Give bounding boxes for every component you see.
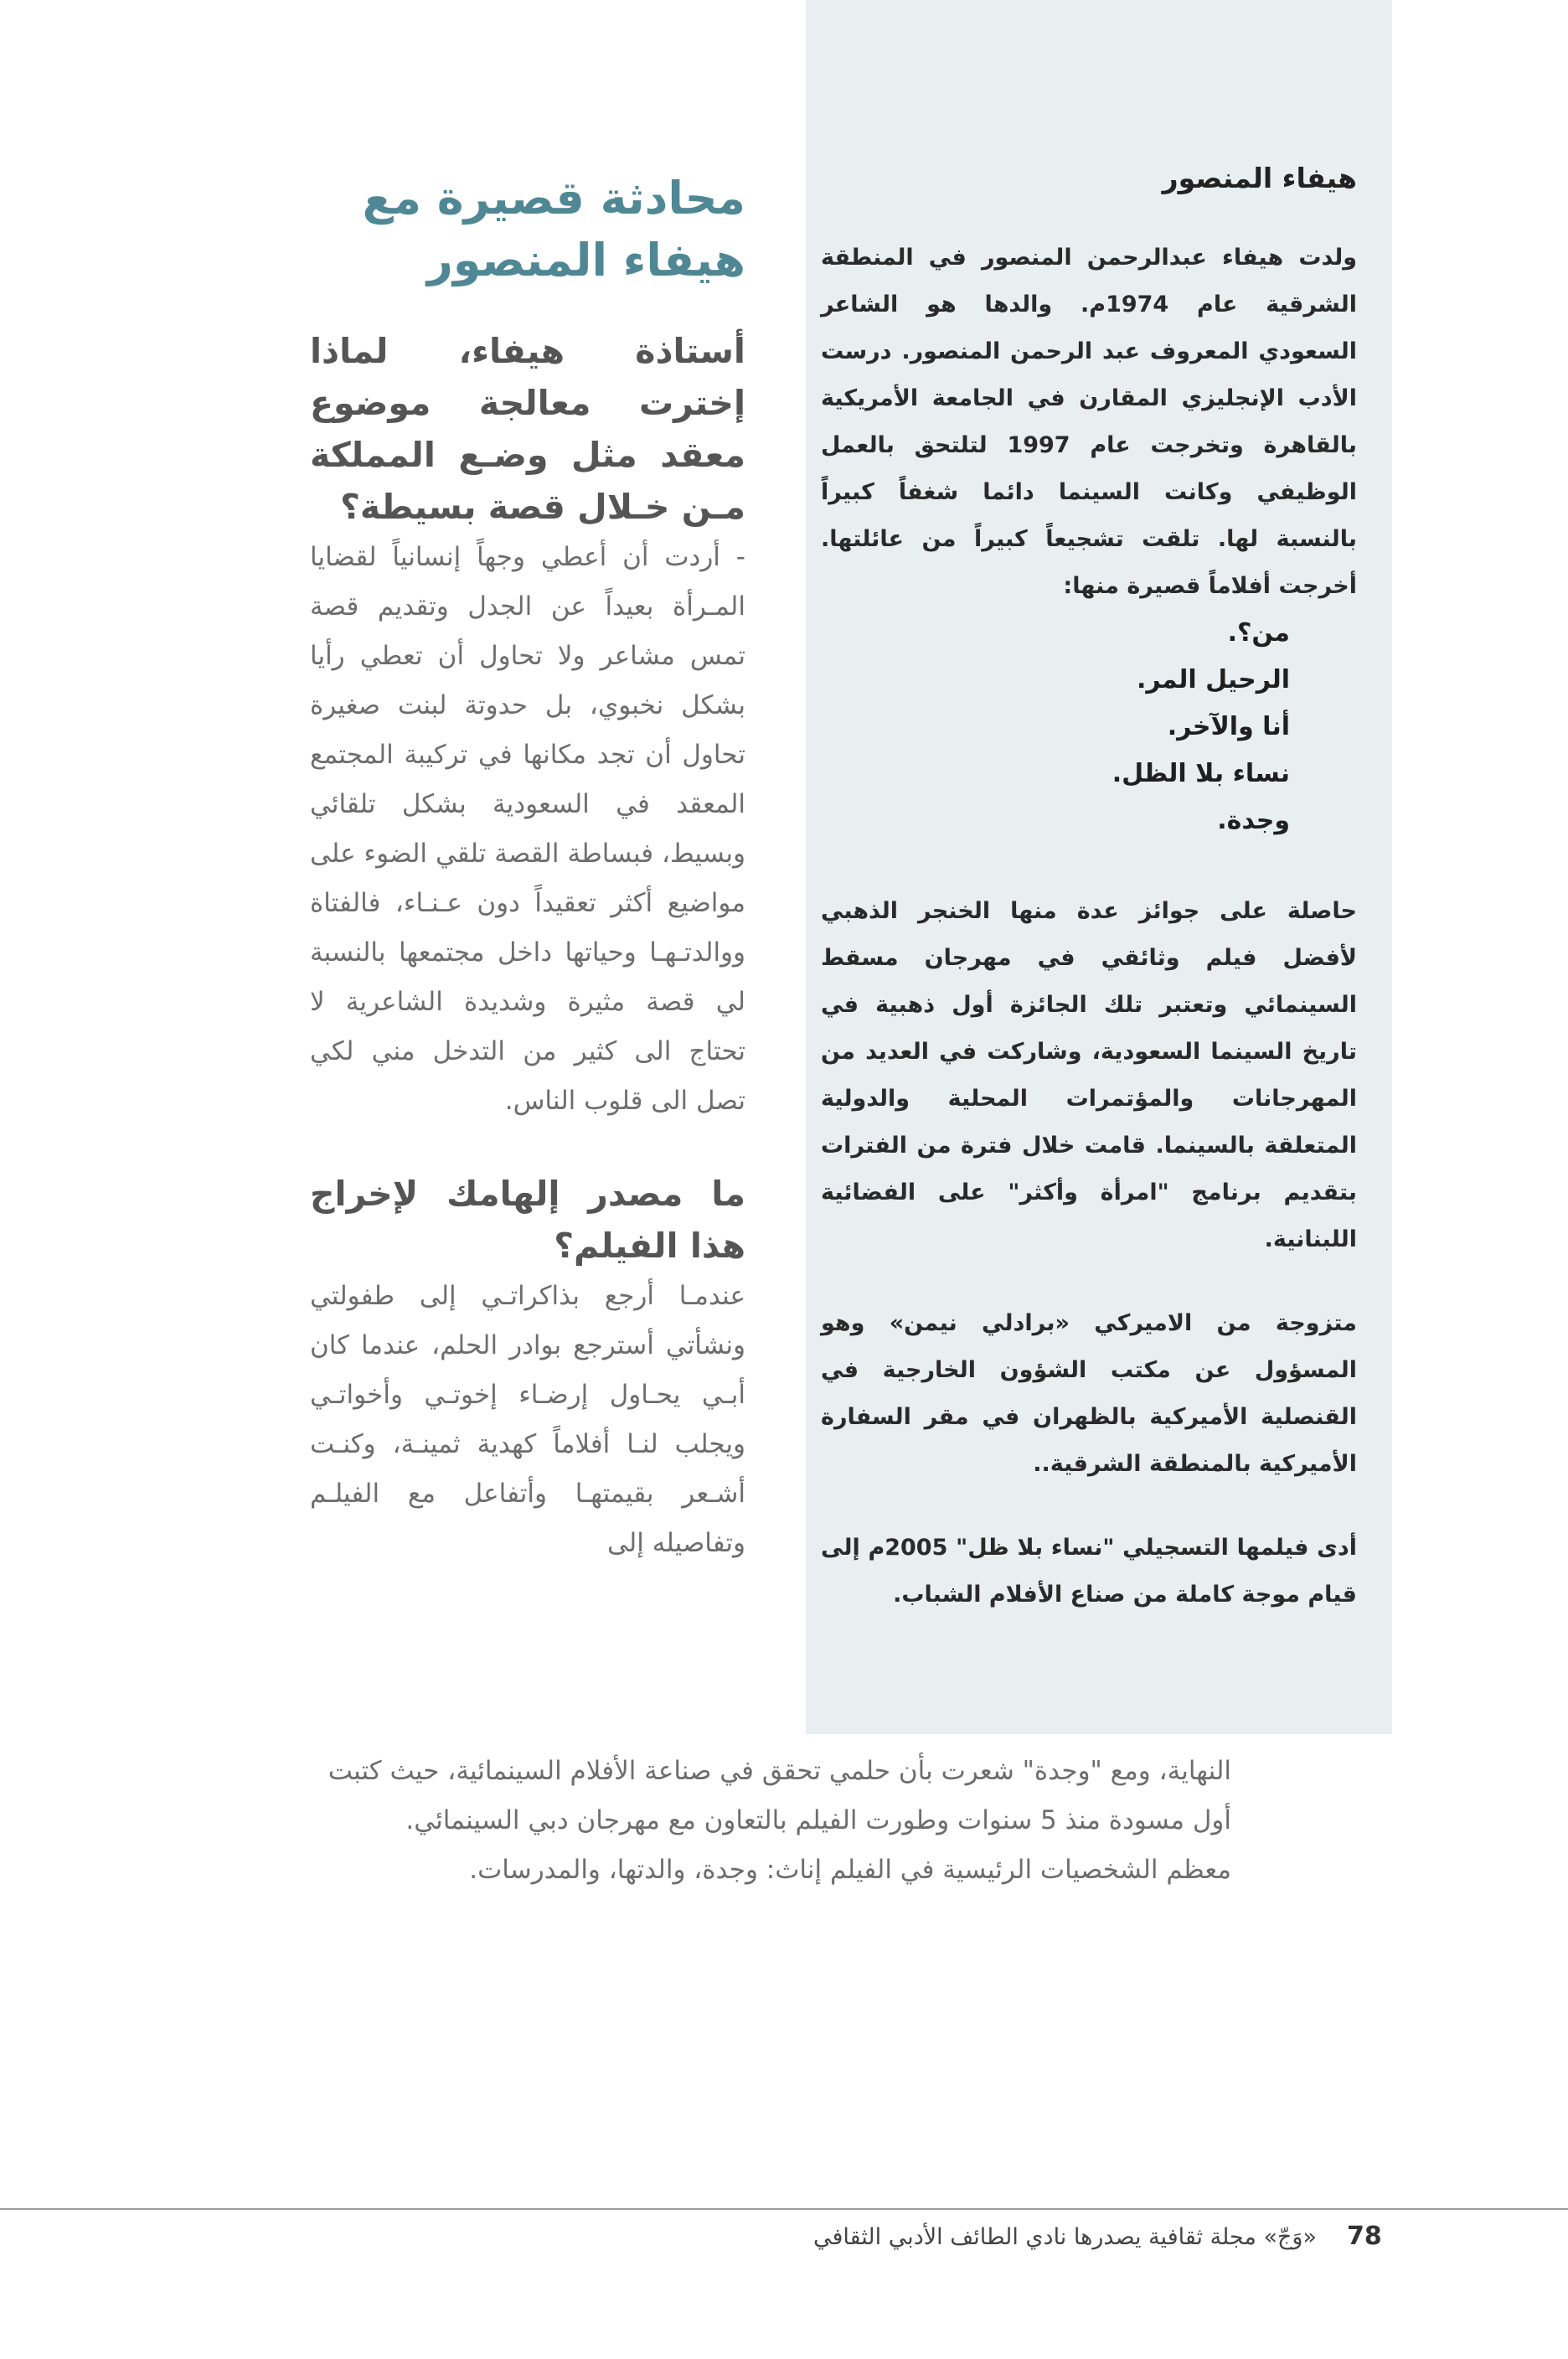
article-title: محادثة قصيرة مع هيفاء المنصور: [362, 172, 745, 286]
interview-continuation: [310, 1747, 1231, 1895]
question-2: ما مصدر إلهامك لإخراج هذا الفيلم؟: [310, 1174, 745, 1266]
footer-divider: [0, 2208, 1568, 2210]
film-item: نساء بلا الظل.: [1112, 759, 1290, 788]
film-item: وجدة.: [1217, 806, 1290, 835]
married-paragraph: متزوجة من الاميركي «برادلي نيمن» وهو المسؤول عن مكتب الشؤون الخارجية في القنصلية الأميركية بالظهران في مقر السفارة الأميركية بالمنطقة الشرقية..: [821, 1310, 1357, 1477]
film-item: أنا والآخر.: [1167, 712, 1290, 741]
answer-2: عندمـا أرجع بذاكراتـي إلى طفولتي ونشأتي أسترجع بوادر الحلم، عندما كان أبـي يحـاول إرضـاء إخوتـي وأخواتـي ويجلب لنـا أفلاماً كهدية ثمينـة، وكنـت أشـعر بقيمتهـا وأتفاعل مع الفيلـم وتفاصيله إلى: [310, 1281, 745, 1558]
question-1: أستاذة هيفاء، لماذا إخترت معالجة موضوع معقد مثل وضـع المملكة مـن خـلال قصة بسيطة؟: [310, 331, 745, 527]
bio-sidebar: [821, 159, 1357, 1618]
sidebar-heading: هيفاء المنصور: [1162, 162, 1357, 194]
answer-2-last-line: معظم الشخصيات الرئيسية في الفيلم إناث: وجدة، والدتها، والمدرسات.: [469, 1855, 1231, 1885]
interview-column: [310, 168, 745, 1568]
film-item: الرحيل المر.: [1136, 665, 1290, 694]
answer-1: - أردت أن أعطي وجهاً إنسانياً لقضايا المـرأة بعيداً عن الجدل وتقديم قصة تمس مشاعر ولا تحاول أن تعطي رأيا بشكل نخبوي، بل حدوتة لبنت صغيرة تحاول أن تجد مكانها في تركيبة المجتمع المعقد في السعودية بشكل تلقائي وبسيط، فبساطة القصة تلقي الضوء على مواضيع أكثر تعقيداً دون عـنـاء، فالفتاة ووالدتـهـا وحياتها داخل مجتمعها بالنسبة لي قصة مثيرة وشديدة الشاعرية لا تحتاج الى كثير من التدخل مني لكي تصل الى قلوب الناس.: [310, 542, 745, 1116]
film-item: من؟.: [1227, 618, 1290, 648]
bio-paragraph: ولدت هيفاء عبدالرحمن المنصور في المنطقة الشرقية عام 1974م. والدها هو الشاعر السعودي المعروف عبد الرحمن المنصور. درست الأدب الإنجليزي المقارن في الجامعة الأمريكية بالقاهرة وتخرجت عام 1997 لتلتحق بالعمل الوظيفي وكانت السينما دائما شغفاً كبيراً بالنسبة لها. تلقت تشجيعاً كبيراً من عائلتها. أخرجت أفلاماً قصيرة منها:: [821, 245, 1357, 599]
documentary-paragraph: أدى فيلمها التسجيلي "نساء بلا ظل" 2005م إلى قيام موجة كاملة من صناع الأفلام الشباب.: [821, 1535, 1357, 1608]
page-number: 78: [1347, 2222, 1382, 2251]
awards-paragraph: حاصلة على جوائز عدة منها الخنجر الذهبي لأفضل فيلم وثائقي في مهرجان مسقط السينمائي وتعتبر تلك الجائزة أول ذهبية في تاريخ السينما السعودية، وشاركت في العديد من المهرجانات والمؤتمرات المحلية والدولية المتعلقة بالسينما. قامت خلال فترة من الفترات بتقديم برنامج "امرأة وأكثر" على الفضائية اللبنانية.: [821, 898, 1357, 1252]
footer-magazine-name: «وَجّ» مجلة ثقافية يصدرها نادي الطائف الأدبي الثقافي: [812, 2224, 1317, 2250]
films-list: [821, 610, 1357, 844]
answer-2-continued: النهاية، ومع "وجدة" شعرت بأن حلمي تحقق في صناعة الأفلام السينمائية، حيث كتبت أول مسودة منذ 5 سنوات وطورت الفيلم بالتعاون مع مهرجان دبي السينمائي.: [328, 1756, 1231, 1835]
